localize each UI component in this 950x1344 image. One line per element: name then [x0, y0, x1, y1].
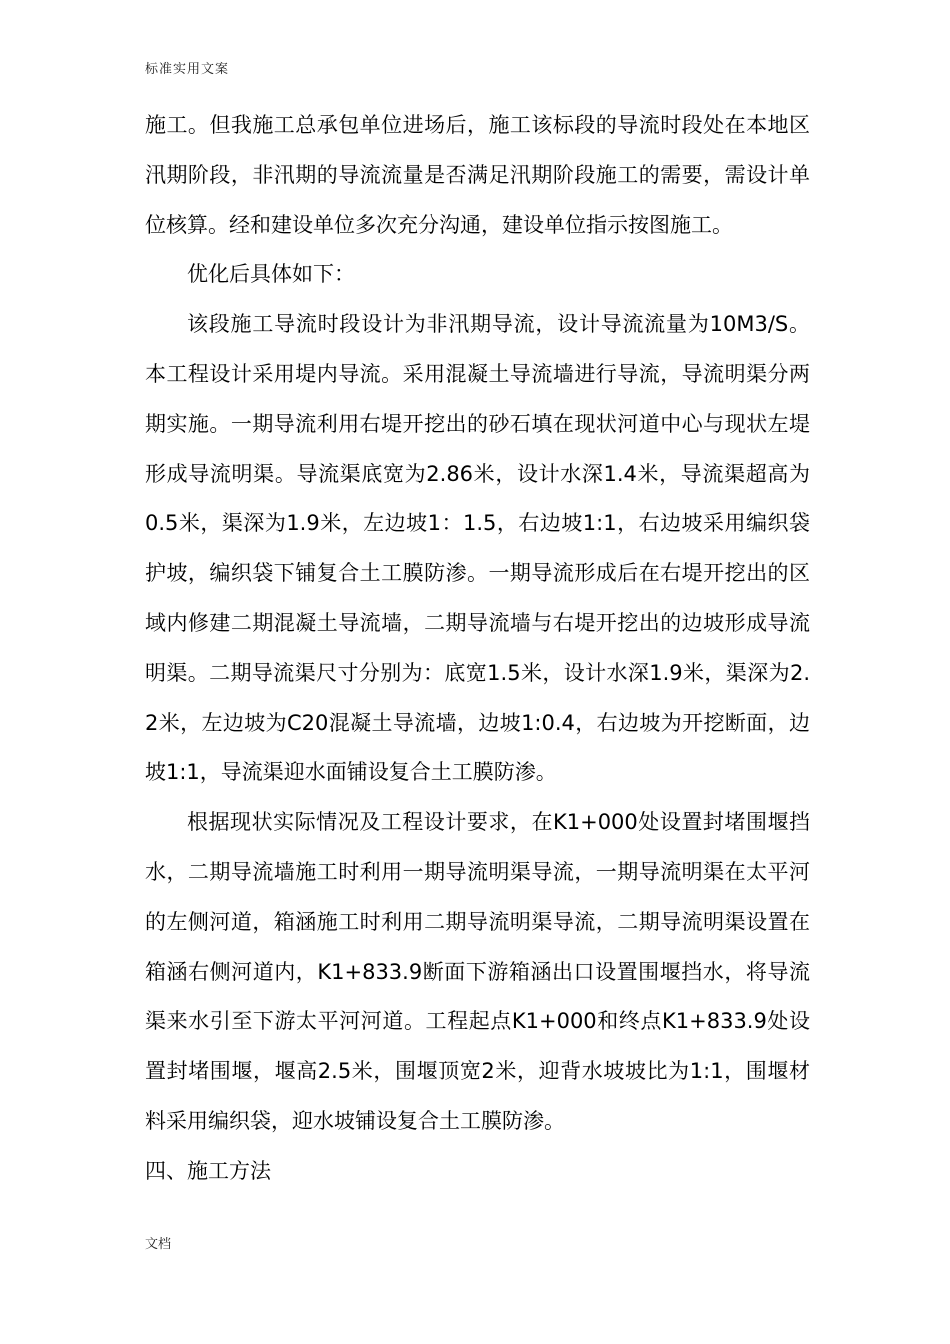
section-heading: 四、施工方法	[145, 1158, 271, 1183]
header-divider	[145, 86, 805, 87]
document-body	[145, 101, 810, 1197]
paragraph-continuation: 施工。但我施工总承包单位进场后，施工该标段的导流时段处在本地区汛期阶段，非汛期的导流流量是否满足汛期阶段施工的需要，需设计单位核算。经和建设单位多次充分沟通，建设单位指示按图施工。	[145, 113, 810, 237]
paragraph-intro: 优化后具体如下：	[187, 262, 355, 287]
page-footer: 文档	[145, 1237, 172, 1252]
page-header: 标准实用文案	[145, 62, 230, 77]
paragraph-cofferdam: 根据现状实际情况及工程设计要求，在K1+000处设置封堵围堰挡水，二期导流墙施工时利用一期导流明渠导流，一期导流明渠在太平河的左侧河道，箱涵施工时利用二期导流明渠导流，二期导流明渠设置在箱涵右侧河道内，K1+833.9断面下游箱涵出口设置围堰挡水，将导流渠来水引至下游太平河河道。工程起点K1+000和终点K1+833.9处设置封堵围堰，堰高2.5米，围堰顶宽2米，迎背水坡坡比为1:1，围堰材料采用编织袋，迎水坡铺设复合土工膜防渗。	[145, 810, 810, 1133]
paragraph-diversion-design: 该段施工导流时段设计为非汛期导流，设计导流流量为10M3/S。本工程设计采用堤内导流。采用混凝土导流墙进行导流，导流明渠分两期实施。一期导流利用右堤开挖出的砂石填在现状河道中心与现状左堤形成导流明渠。导流渠底宽为2.86米，设计水深1.4米，导流渠超高为0.5米，渠深为1.9米，左边坡1：1.5，右边坡1:1，右边坡采用编织袋护坡，编织袋下铺复合土工膜防渗。一期导流形成后在右堤开挖出的区域内修建二期混凝土导流墙，二期导流墙与右堤开挖出的边坡形成导流明渠。二期导流渠尺寸分别为：底宽1.5米，设计水深1.9米，渠深为2.2米，左边坡为C20混凝土导流墙，边坡1:0.4，右边坡为开挖断面，边坡1:1，导流渠迎水面铺设复合土工膜防渗。	[145, 312, 810, 785]
